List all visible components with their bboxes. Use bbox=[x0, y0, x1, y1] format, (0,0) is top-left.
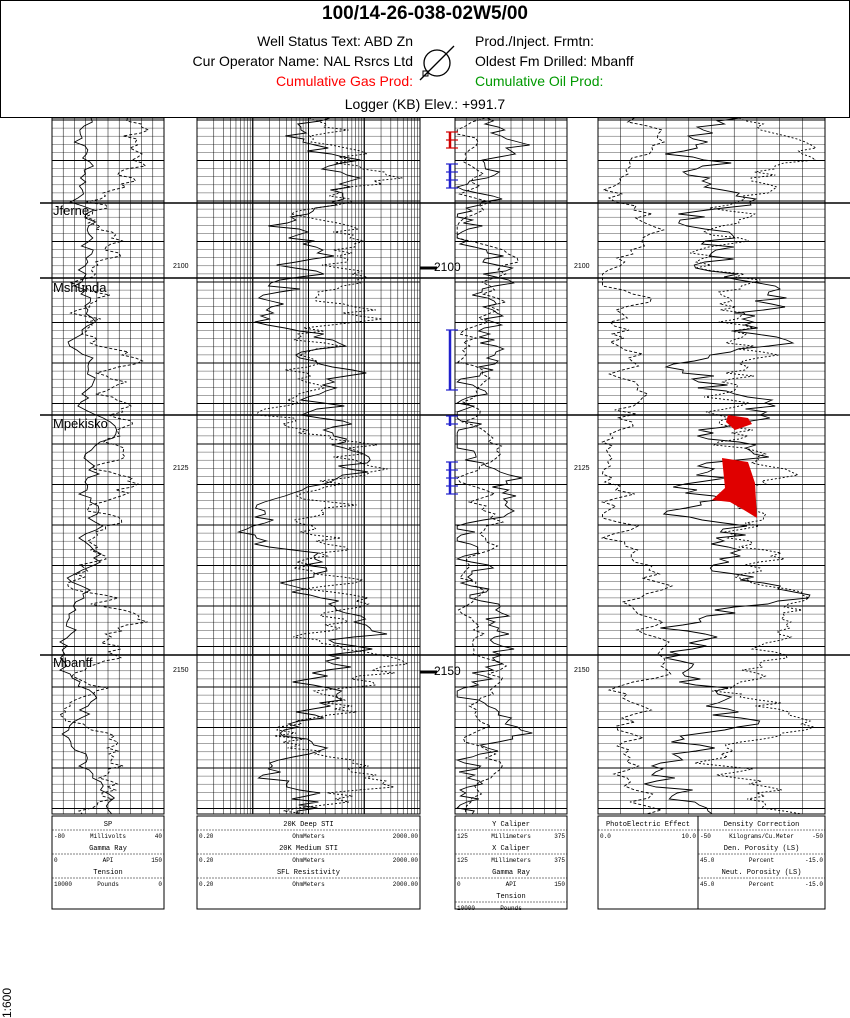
curve-min: 0.20 bbox=[199, 881, 214, 888]
abandoned-well-icon bbox=[417, 43, 457, 83]
curve-unit: Millimeters bbox=[491, 857, 531, 864]
curve-unit: API bbox=[102, 857, 114, 864]
curve-name: SP bbox=[103, 821, 113, 829]
cumulative-oil-prod: Cumulative Oil Prod: bbox=[475, 73, 604, 89]
y-caliper-curve bbox=[457, 118, 532, 814]
neutron-porosity-curve bbox=[690, 118, 816, 814]
curve-min: 45.0 bbox=[700, 881, 715, 888]
medium-resistivity-curve bbox=[256, 118, 407, 814]
prod-inject-formation: Prod./Inject. Frmtn: bbox=[475, 33, 595, 49]
curve-min: -80 bbox=[54, 833, 65, 840]
curve-max: -15.0 bbox=[804, 857, 823, 864]
curve-name: Density Correction bbox=[723, 821, 800, 829]
curve-name: Gamma Ray bbox=[89, 845, 127, 853]
well-status-text: Well Status Text: ABD Zn bbox=[257, 33, 413, 49]
depth-label-center-2150: 2150 bbox=[434, 664, 461, 678]
curve-min: 10000 bbox=[457, 905, 476, 912]
well-uwi-title: 100/14-26-038-02W5/00 bbox=[322, 3, 528, 24]
curve-unit: Kilograms/Cu.Meter bbox=[729, 833, 794, 840]
well-log-chart bbox=[0, 118, 850, 912]
curve-unit: Percent bbox=[748, 857, 775, 864]
gas-crossover-fill bbox=[712, 458, 757, 518]
curve-min: 0 bbox=[457, 881, 461, 888]
curve-max: 375 bbox=[554, 833, 565, 840]
curve-max: 375 bbox=[554, 857, 565, 864]
curve-unit: Millivolts bbox=[89, 833, 127, 840]
curve-min: -50 bbox=[700, 833, 711, 840]
depth-label-t3-2150: 2150 bbox=[574, 667, 590, 674]
curve-max: 150 bbox=[151, 857, 162, 864]
curve-unit: OhmMeters bbox=[292, 833, 325, 840]
logger-kb-elevation: Logger (KB) Elev.: +991.7 bbox=[344, 96, 506, 112]
curve-name: X Caliper bbox=[492, 845, 530, 853]
formation-label-mbanff: Mbanff bbox=[53, 655, 93, 670]
curve-max: 10.0 bbox=[681, 833, 696, 840]
cumulative-gas-prod: Cumulative Gas Prod: bbox=[276, 73, 413, 89]
formation-label-mshunda: Mshunda bbox=[53, 280, 107, 295]
curve-min: 10000 bbox=[54, 881, 73, 888]
curve-max: 2000.00 bbox=[392, 881, 418, 888]
curve-name: 20K Medium STI bbox=[279, 845, 338, 853]
curve-max: -15.0 bbox=[804, 881, 823, 888]
curve-min: 125 bbox=[457, 857, 468, 864]
curve-name: Tension bbox=[496, 893, 526, 901]
well-header bbox=[0, 0, 850, 118]
curve-min: 0 bbox=[54, 857, 58, 864]
curve-name: Tension bbox=[93, 869, 123, 877]
curve-name: Neut. Porosity (LS) bbox=[721, 869, 802, 877]
curve-unit: OhmMeters bbox=[292, 881, 325, 888]
curve-name: Gamma Ray bbox=[492, 869, 530, 877]
gamma-ray-curve bbox=[60, 118, 149, 814]
oldest-formation-drilled: Oldest Fm Drilled: Mbanff bbox=[475, 53, 634, 69]
curve-max: 150 bbox=[554, 881, 565, 888]
curve-unit: OhmMeters bbox=[292, 857, 325, 864]
curve-min: 45.0 bbox=[700, 857, 715, 864]
depth-label-t1-2150: 2150 bbox=[173, 667, 189, 674]
curve-min: 125 bbox=[457, 833, 468, 840]
curve-name: Y Caliper bbox=[492, 821, 530, 829]
curve-name: SFL Resistivity bbox=[276, 869, 341, 877]
operator-name: Cur Operator Name: NAL Rsrcs Ltd bbox=[192, 53, 413, 69]
depth-label-t1-2125: 2125 bbox=[173, 465, 189, 472]
curve-unit: Pounds bbox=[97, 881, 119, 888]
curve-max: 2000.00 bbox=[392, 857, 418, 864]
well-log-panel bbox=[0, 118, 850, 1018]
curve-unit: API bbox=[505, 881, 517, 888]
curve-max: 2000.00 bbox=[392, 833, 418, 840]
depth-label-t3-2100: 2100 bbox=[574, 263, 590, 270]
curve-unit: Pounds bbox=[500, 905, 522, 912]
curve-min: 0.0 bbox=[600, 833, 611, 840]
curve-min: 0.20 bbox=[199, 833, 214, 840]
formation-label-jferne: Jferne bbox=[53, 203, 90, 218]
depth-label-t1-2100: 2100 bbox=[173, 263, 189, 270]
curve-unit: Millimeters bbox=[491, 833, 531, 840]
vertical-scale-label: 1:600 bbox=[0, 987, 15, 1018]
curve-name: 20K Deep STI bbox=[283, 821, 334, 829]
curve-max: 40 bbox=[154, 833, 162, 840]
curve-unit: Percent bbox=[748, 881, 775, 888]
formation-label-mpekisko: Mpekisko bbox=[53, 416, 108, 431]
pe-curve bbox=[603, 118, 672, 814]
curve-min: 0.20 bbox=[199, 857, 214, 864]
depth-label-center-2100: 2100 bbox=[434, 260, 461, 274]
curve-name: PhotoElectric Effect bbox=[605, 821, 691, 829]
curve-name: Den. Porosity (LS) bbox=[723, 845, 800, 853]
curve-max: -50 bbox=[812, 833, 823, 840]
perforation-markers bbox=[446, 132, 458, 494]
depth-label-t3-2125: 2125 bbox=[574, 465, 590, 472]
curve-headers bbox=[52, 816, 825, 912]
curve-max: 0 bbox=[158, 881, 162, 888]
